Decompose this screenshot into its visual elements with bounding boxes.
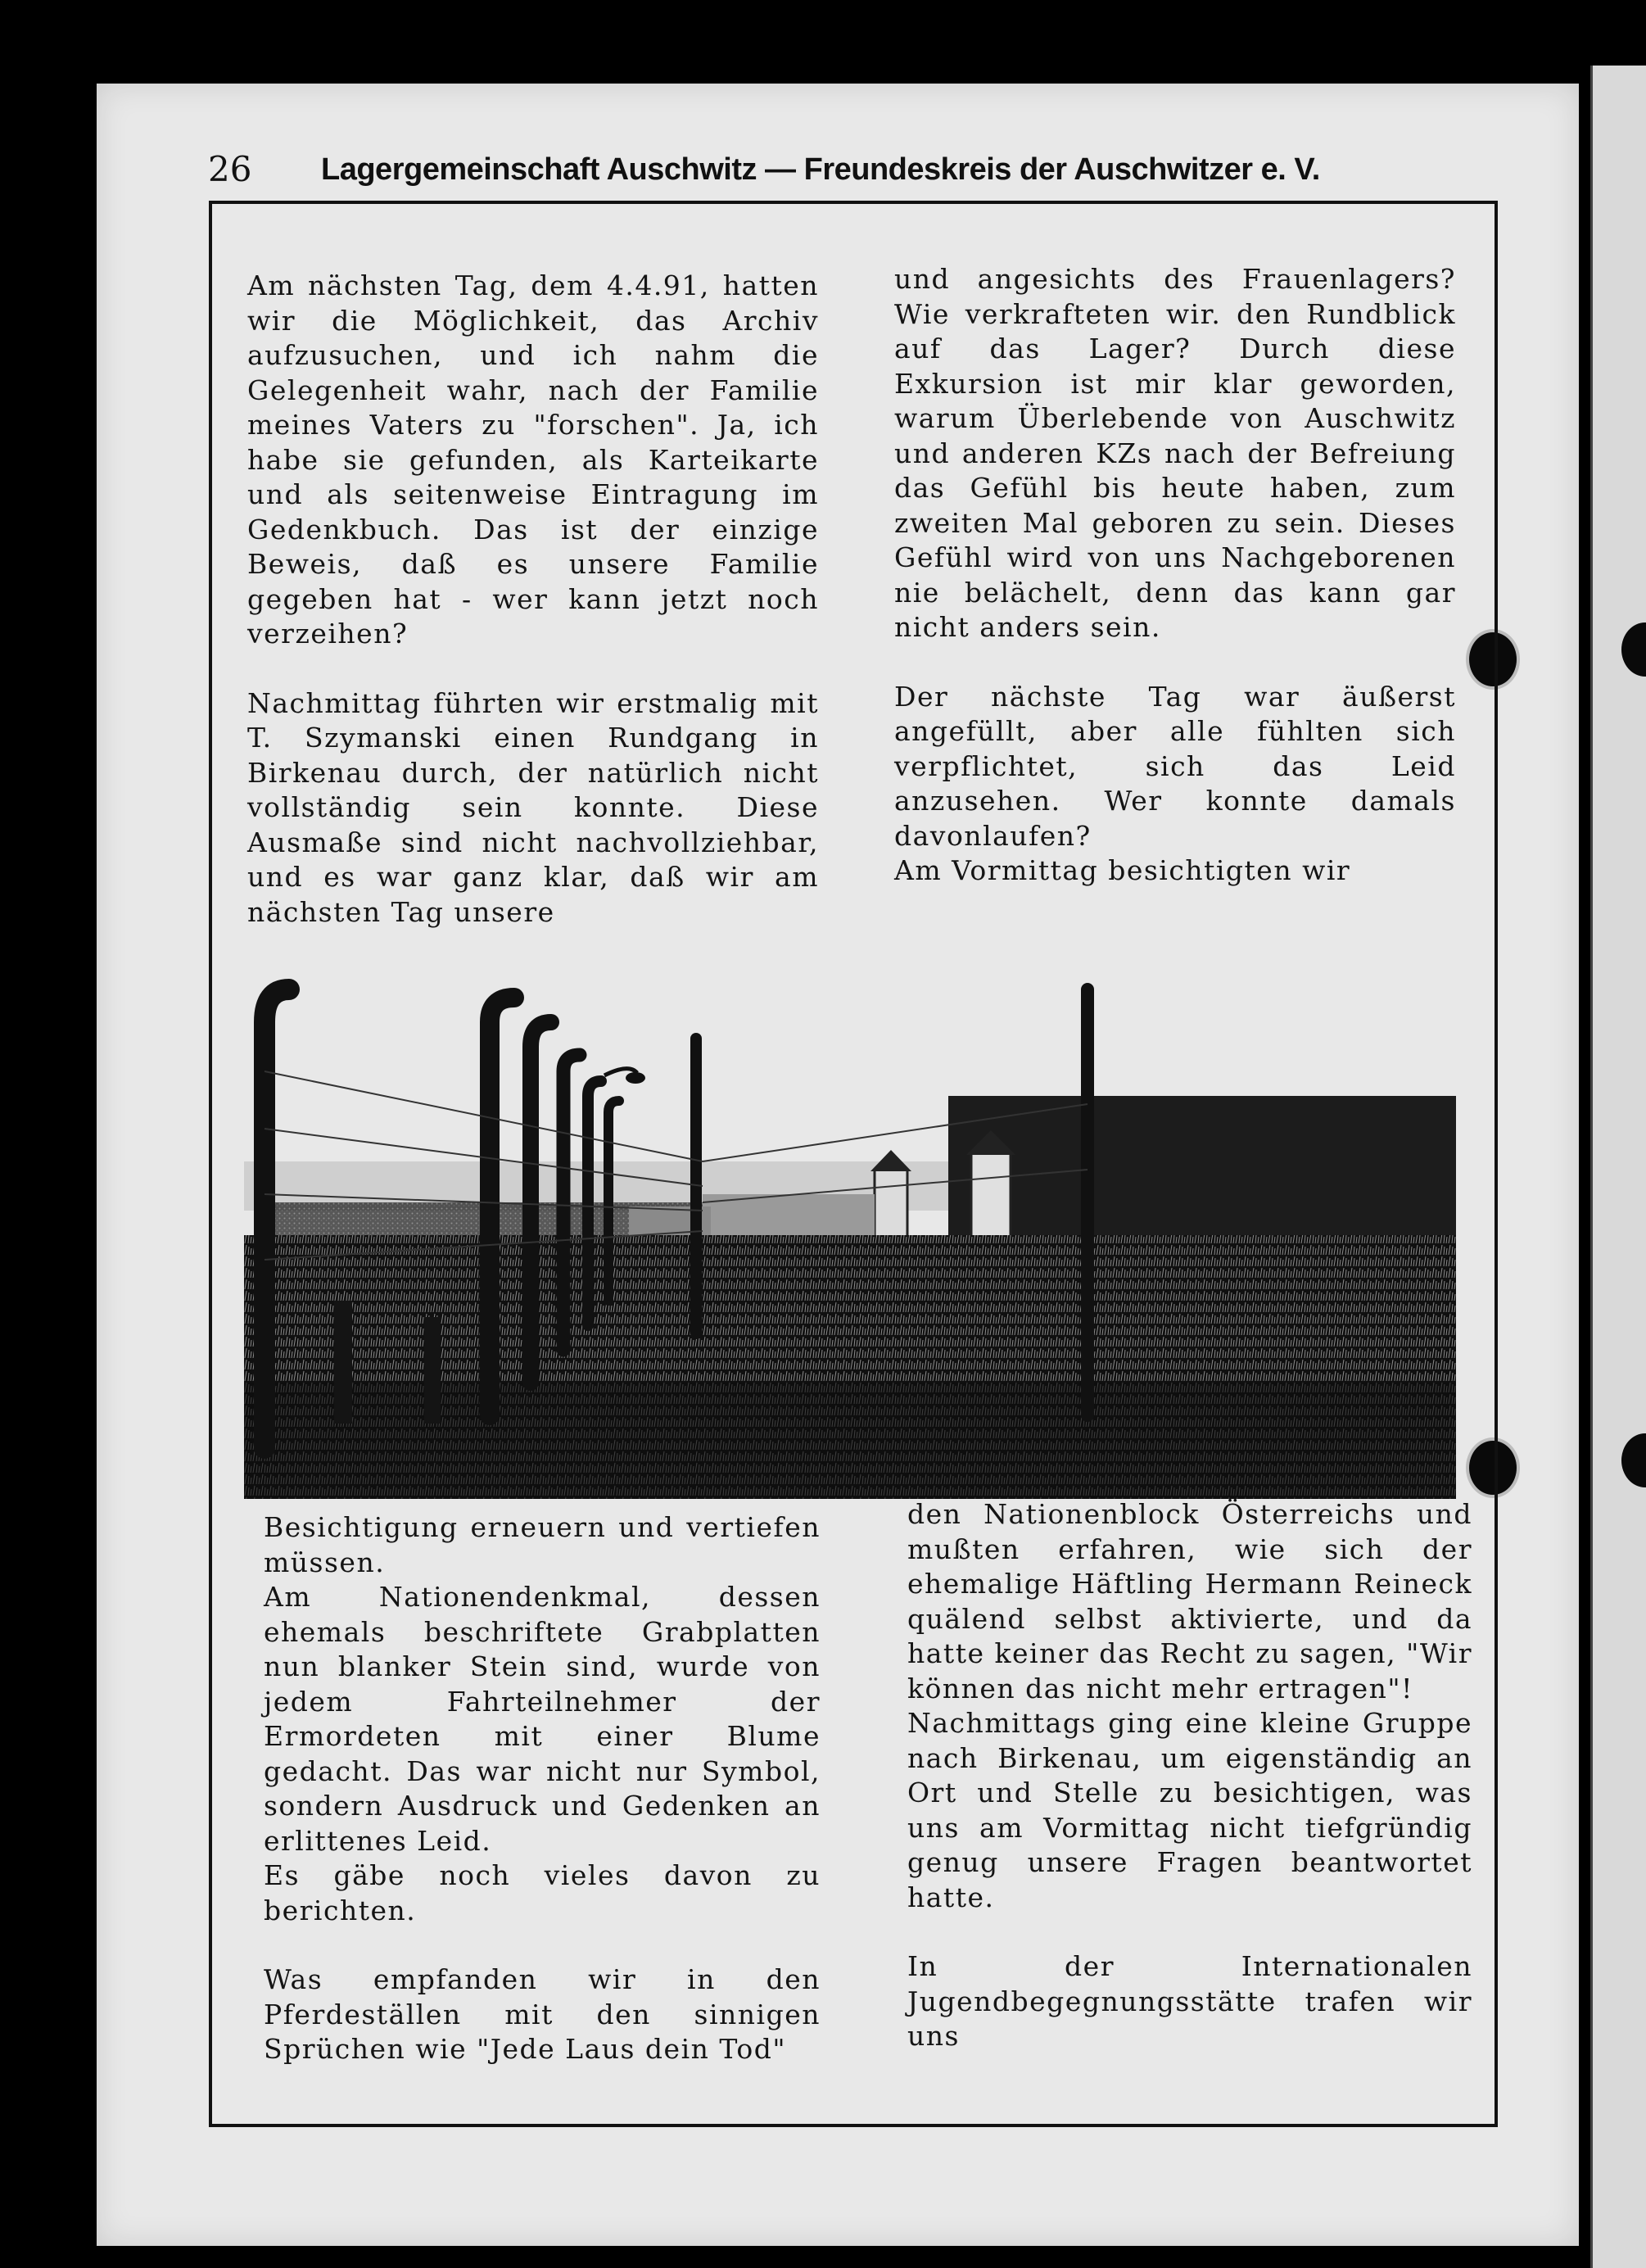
adjacent-page-edge <box>1590 66 1646 2268</box>
photo-illustration <box>244 957 1456 1499</box>
paragraph: Es gäbe noch vieles davon zu berichten. <box>264 1859 821 1926</box>
paragraph: Am nächsten Tag, dem 4.4.91, hatten wir die Möglichkeit, das Archiv aufzusuchen, und ich nahm die Gelegenheit wahr, nach der Familie meines Vaters zu "forschen". Ja, ich habe sie gefunden, als Karteikarte und als seitenweise Eintragung im Gedenkbuch. Das ist der einzige Beweis, daß es unsere Familie gegeben hat - wer kann jetzt noch verzeihen? <box>247 269 819 650</box>
paragraph: den Nationenblock Österreichs und mußten erfahren, wie sich der ehemalige Häftling Hermann Reineck quälend selbst aktivierte, und da hatte keiner das Recht zu sagen, "Wir können das nicht mehr ertragen"! <box>907 1498 1472 1704</box>
paragraph: Besichtigung erneuern und vertiefen müssen. <box>264 1511 821 1578</box>
column-bottom-right <box>907 1497 1472 2054</box>
running-head-title: Lagergemeinschaft Auschwitz — Freundeskreis der Auschwitzer e. V. <box>321 152 1320 187</box>
paragraph: und angesichts des Frauenlagers? Wie verkrafteten wir. den Rundblick auf das Lager? Durch diese Exkursion ist mir klar geworden, warum Überlebende von Auschwitz und anderen KZs nach der Befreiung das Gefühl bis heute haben, zum zweiten Mal geboren zu sein. Dieses Gefühl wird von uns Nachgeborenen nie belächelt, denn das kann gar nicht anders sein. <box>894 263 1456 643</box>
page-header <box>208 149 1485 198</box>
paragraph: Nachmittag führten wir erstmalig mit T. Szymanski einen Rundgang in Birkenau durch, der natürlich nicht vollständig sein konnte. Diese Ausmaße sind nicht nachvollziehbar, und es war ganz klar, daß wir am nächsten Tag unsere <box>247 686 819 928</box>
column-bottom-left <box>264 1510 821 2067</box>
paragraph: Am Nationendenkmal, dessen ehemals beschriftete Grabplatten nun blanker Stein sind, wurde von jedem Fahrteilnehmer der Ermordeten mit einer Blume gedacht. Das war nicht nur Symbol, sondern Ausdruck und Gedenken an erlittenes Leid. <box>264 1581 821 1857</box>
paragraph: Am Vormittag besichtigten wir <box>894 854 1351 886</box>
paragraph: Was empfanden wir in den Pferdeställen mit den sinnigen Sprüchen wie "Jede Laus dein Tod" <box>264 1963 821 2065</box>
paragraph: Der nächste Tag war äußerst angefüllt, aber alle fühlten sich verpflichtet, sich das Leid anzusehen. Wer konnte damals davonlaufen? <box>894 680 1456 852</box>
column-top-right <box>894 262 1456 889</box>
page-number: 26 <box>208 149 252 189</box>
paragraph: Nachmittags ging eine kleine Gruppe nach Birkenau, um eigenständig an Ort und Stelle zu besichtigen, was uns am Vormittag nicht tiefgründig genug unsere Fragen beantwortet hatte. <box>907 1707 1472 1913</box>
photo-birkenau-fence <box>244 957 1456 1499</box>
column-top-left <box>247 269 819 930</box>
paragraph: In der Internationalen Jugendbegegnungsstätte trafen wir uns <box>907 1950 1472 2052</box>
